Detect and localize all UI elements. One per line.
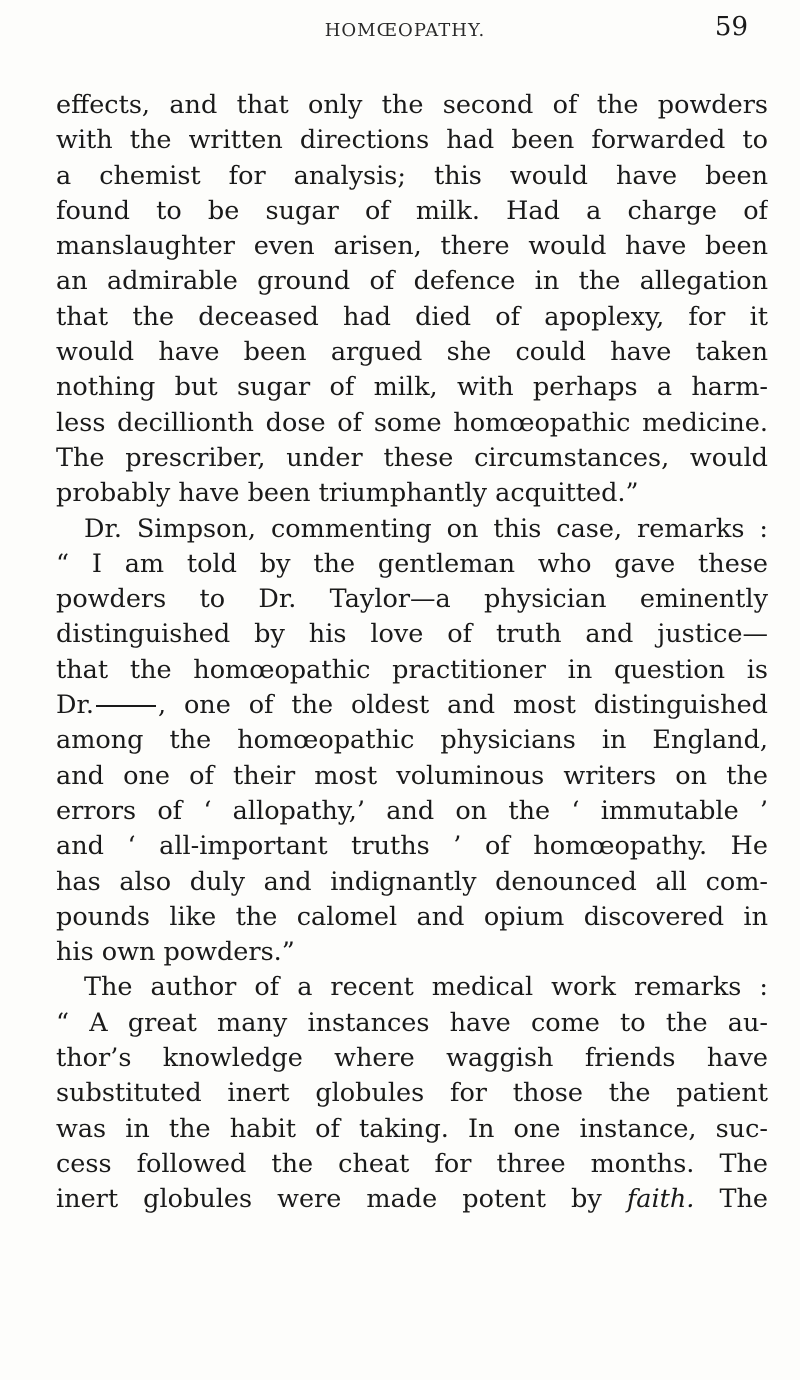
text-line: an admirable ground of defence in the allegation bbox=[56, 266, 768, 297]
text-fragment: The bbox=[719, 1184, 768, 1215]
text-line: a chemist for analysis; this would have been bbox=[56, 160, 768, 191]
text-line: “ I am told by the gentleman who gave these bbox=[56, 548, 768, 579]
page-header bbox=[60, 12, 750, 52]
text-line-with-dash bbox=[56, 688, 768, 723]
text-fragment: inert globules were made potent by bbox=[56, 1184, 602, 1215]
text-line: and one of their most voluminous writers on the bbox=[56, 760, 768, 791]
redaction-dash bbox=[96, 705, 156, 707]
text-fragment: , one of the oldest and most distinguished bbox=[157, 690, 768, 721]
text-line: The author of a recent medical work remarks : bbox=[84, 972, 768, 1003]
text-line: substituted inert globules for those the patient bbox=[56, 1078, 768, 1109]
text-line: that the homœopathic practitioner in question is bbox=[56, 654, 768, 685]
text-line: “ A great many instances have come to the au- bbox=[56, 1007, 768, 1038]
italic-word: faith. bbox=[626, 1184, 695, 1215]
text-line: less decillionth dose of some homœopathic medicine. bbox=[56, 407, 768, 438]
text-line: has also duly and indignantly denounced all com- bbox=[56, 866, 768, 897]
text-line: his own powders.” bbox=[56, 937, 295, 968]
text-line: Dr. Simpson, commenting on this case, remarks : bbox=[84, 513, 768, 544]
text-line: manslaughter even arisen, there would have been bbox=[56, 231, 768, 262]
text-line: probably have been triumphantly acquitted.” bbox=[56, 478, 639, 509]
text-line: would have been argued she could have taken bbox=[56, 337, 768, 368]
text-line: among the homœopathic physicians in England, bbox=[56, 725, 768, 756]
text-line: with the written directions had been forwarded to bbox=[56, 125, 768, 156]
text-line: distinguished by his love of truth and justice— bbox=[56, 619, 768, 650]
running-head: HOMŒOPATHY. bbox=[324, 20, 486, 41]
text-line: was in the habit of taking. In one instance, suc- bbox=[56, 1113, 768, 1144]
body-text bbox=[56, 88, 768, 1218]
text-fragment: Dr. bbox=[56, 690, 94, 721]
text-line: nothing but sugar of milk, with perhaps a harm- bbox=[56, 372, 768, 403]
text-line: found to be sugar of milk. Had a charge of bbox=[56, 195, 768, 226]
text-line: thor’s knowledge where waggish friends have bbox=[56, 1043, 768, 1074]
text-line: powders to Dr. Taylor—a physician eminently bbox=[56, 584, 768, 615]
text-line: pounds like the calomel and opium discovered in bbox=[56, 901, 768, 932]
page-number: 59 bbox=[714, 12, 748, 42]
text-line-with-italic bbox=[56, 1182, 768, 1217]
text-line: cess followed the cheat for three months. The bbox=[56, 1148, 768, 1179]
text-line: errors of ‘ allopathy,’ and on the ‘ immutable ’ bbox=[56, 795, 768, 826]
text-line: effects, and that only the second of the powders bbox=[56, 90, 768, 120]
text-line: that the deceased had died of apoplexy, for it bbox=[56, 301, 768, 332]
text-line: and ‘ all-important truths ’ of homœopathy. He bbox=[56, 831, 768, 862]
text-line: The prescriber, under these circumstances, would bbox=[56, 442, 768, 473]
